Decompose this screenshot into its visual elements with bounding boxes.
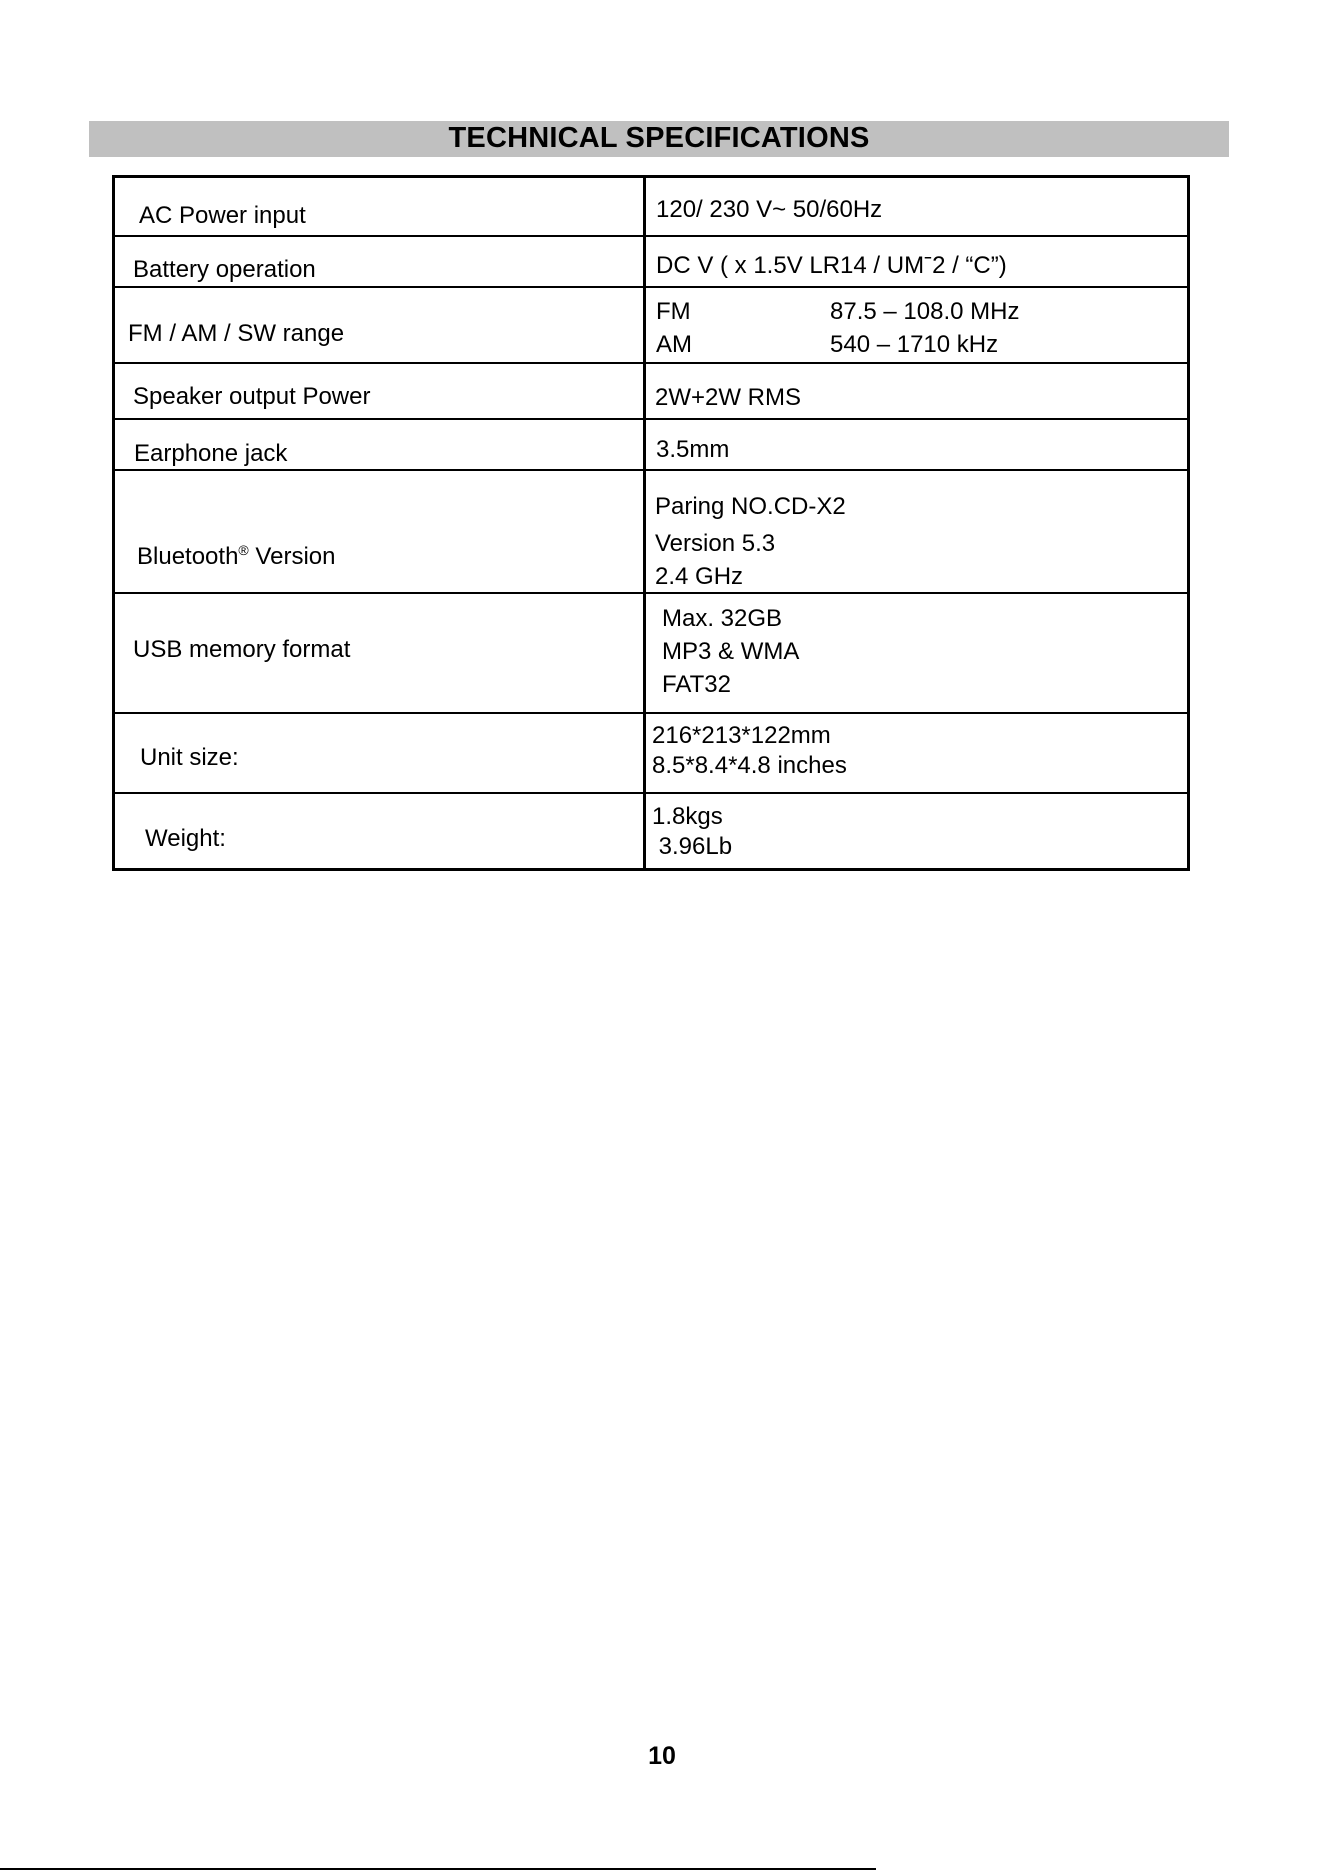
- registered-mark: ®: [238, 542, 249, 558]
- unit-size-metric: 216*213*122mm: [652, 722, 831, 749]
- fm-range-line: [656, 295, 1019, 328]
- spec-label-weight: Weight:: [145, 825, 226, 852]
- spec-label-usb: USB memory format: [133, 636, 351, 663]
- page-number: 10: [648, 1742, 676, 1770]
- spec-label-earphone: Earphone jack: [134, 440, 288, 467]
- spec-value-battery: DC V ( x 1.5V LR14 / UMˉ2 / “C”): [656, 252, 1007, 279]
- spec-value-unit-size: [652, 721, 847, 781]
- spec-label-bluetooth: Bluetooth® Version: [137, 542, 336, 570]
- fm-band-label: FM: [656, 298, 691, 325]
- row-divider: [115, 362, 1187, 364]
- usb-audio-formats: MP3 & WMA: [662, 638, 800, 665]
- row-divider: [115, 235, 1187, 237]
- spec-table: [112, 175, 1190, 871]
- spec-value-range: [656, 295, 1019, 361]
- usb-max-capacity: Max. 32GB: [662, 605, 783, 632]
- bluetooth-pairing-name: Paring NO.CD-X2: [655, 493, 846, 520]
- row-divider: [115, 712, 1187, 714]
- section-title-bar: [89, 121, 1229, 157]
- weight-kg: 1.8kgs: [652, 803, 723, 830]
- spec-value-ac-power: 120/ 230 V~ 50/60Hz: [656, 196, 883, 223]
- column-divider: [643, 178, 646, 868]
- row-divider: [115, 469, 1187, 471]
- am-band-label: AM: [656, 331, 692, 358]
- bluetooth-frequency: 2.4 GHz: [655, 563, 744, 590]
- spec-value-weight: [652, 802, 732, 862]
- spec-label-range: FM / AM / SW range: [128, 320, 345, 347]
- row-divider: [115, 792, 1187, 794]
- spec-label-battery: Battery operation: [133, 256, 316, 283]
- spec-label-speaker: Speaker output Power: [133, 383, 371, 410]
- am-range-line: [656, 328, 1019, 361]
- usb-file-system: FAT32: [662, 671, 731, 698]
- spec-value-earphone: 3.5mm: [656, 436, 730, 463]
- bottom-rule: [0, 1868, 876, 1870]
- spec-value-bluetooth: [655, 488, 846, 595]
- am-band-value: 540 – 1710 kHz: [830, 331, 999, 358]
- spec-value-speaker: 2W+2W RMS: [655, 384, 802, 411]
- fm-band-value: 87.5 – 108.0 MHz: [830, 298, 1020, 325]
- row-divider: [115, 286, 1187, 288]
- bluetooth-version: Version 5.3: [655, 530, 776, 557]
- unit-size-imperial: 8.5*8.4*4.8 inches: [652, 752, 847, 779]
- row-divider: [115, 418, 1187, 420]
- spec-value-usb: [662, 602, 799, 701]
- spec-label-unit-size: Unit size:: [140, 744, 239, 771]
- weight-lb: 3.96Lb: [652, 833, 733, 860]
- row-divider: [115, 592, 1187, 594]
- page-title: TECHNICAL SPECIFICATIONS: [448, 122, 870, 154]
- spec-label-ac-power: AC Power input: [139, 202, 306, 229]
